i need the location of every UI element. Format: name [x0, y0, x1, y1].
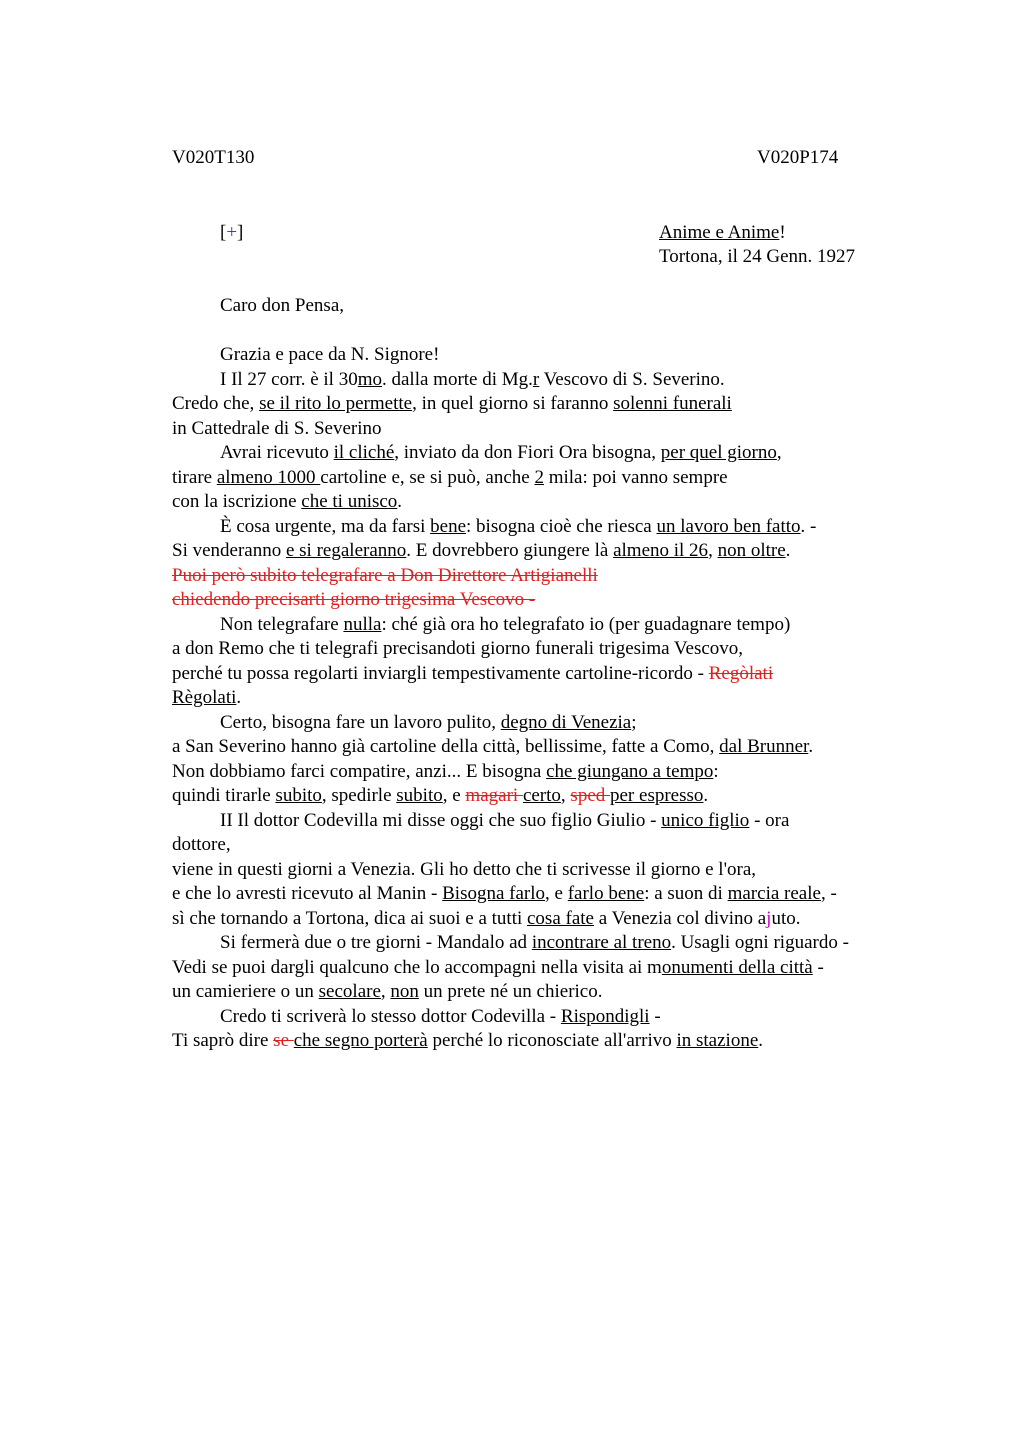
struck-line: chiedendo precisarti giorno trigesima Vescovo - [172, 589, 536, 610]
letter-line: in Cattedrale di S. Severino [172, 417, 382, 439]
letter-line: Credo che, se il rito lo permette, in quel giorno si faranno solenni funerali [172, 393, 732, 414]
letter-line: Certo, bisogna fare un lavoro pulito, degno di Venezia; [220, 711, 637, 733]
letter-line: È cosa urgente, ma da farsi bene: bisogna cioè che riesca un lavoro ben fatto. - [220, 515, 817, 537]
letter-line: I Il 27 corr. è il 30mo. dalla morte di Mg.r Vescovo di S. Severino. [220, 368, 725, 390]
letter-line: e che lo avresti ricevuto al Manin - Bisogna farlo, e farlo bene: a suon di marcia reale, - [172, 883, 837, 904]
letter-line: Si venderanno e si regaleranno. E dovrebbero giungere là almeno il 26, non oltre. [172, 540, 791, 561]
letter-line: a San Severino hanno già cartoline della città, bellissime, fatte a Como, dal Brunner. [172, 736, 814, 757]
letter-line: Non dobbiamo farci compatire, anzi... E bisogna che giungano a tempo: [172, 760, 719, 782]
motto: Anime e Anime! [659, 222, 786, 243]
letter-line: Grazia e pace da N. Signore! [220, 344, 440, 365]
letter-line: Si fermerà due o tre giorni - Mandalo ad incontrare al treno. Usagli ogni riguardo - [220, 932, 849, 953]
letter-line: con la iscrizione che ti unisco. [172, 491, 403, 512]
document-code-left: V020T130 [172, 147, 255, 168]
letter-line: sì che tornando a Tortona, dica ai suoi e a tutti cosa fate a Venezia col divino ajuto. [172, 907, 801, 929]
letter-line: quindi tirarle subito, spedirle subito, e magari certo, sped per espresso. [172, 785, 709, 806]
letter-line: un camieriere o un secolare, non un prete né un chierico. [172, 981, 603, 1002]
letter-line: Non telegrafare nulla: ché già ora ho telegrafato io (per guadagnare tempo) [220, 613, 791, 635]
letter-line: dottore, [172, 834, 231, 855]
letter-line: a don Remo che ti telegrafi precisandoti giorno funerali trigesima Vescovo, [172, 638, 744, 659]
letter-line: perché tu possa regolarti inviargli tempestivamente cartoline-ricordo - Regòlati [172, 662, 774, 684]
letter-line: Avrai ricevuto il cliché, inviato da don Fiori Ora bisogna, per quel giorno, [220, 442, 782, 463]
cross-mark: [+] [220, 222, 244, 243]
letter-line: Vedi se puoi dargli qualcuno che lo accompagni nella visita ai monumenti della città - [172, 956, 824, 978]
letter-line: Ti saprò dire se che segno porterà perché lo riconosciate all'arrivo in stazione. [172, 1030, 764, 1051]
letter-line: Règolati. [172, 687, 242, 708]
document-code-right: V020P174 [757, 147, 839, 168]
letter-line: tirare almeno 1000 cartoline e, se si può, anche 2 mila: poi vanno sempre [172, 466, 728, 488]
letter-line: Credo ti scriverà lo stesso dottor Codevilla - Rispondigli - [220, 1005, 661, 1027]
letter-body [172, 343, 922, 1054]
letter-line: II Il dottor Codevilla mi disse oggi che suo figlio Giulio - unico figlio - ora [220, 809, 790, 831]
salutation: Caro don Pensa, [220, 295, 345, 316]
plus-icon: + [226, 222, 238, 243]
letter-line: viene in questi giorni a Venezia. Gli ho detto che ti scrivesse il giorno e l'ora, [172, 858, 756, 880]
dateline: Tortona, il 24 Genn. 1927 [659, 246, 856, 267]
struck-line: Puoi però subito telegrafare a Don Direttore Artigianelli [172, 564, 598, 586]
